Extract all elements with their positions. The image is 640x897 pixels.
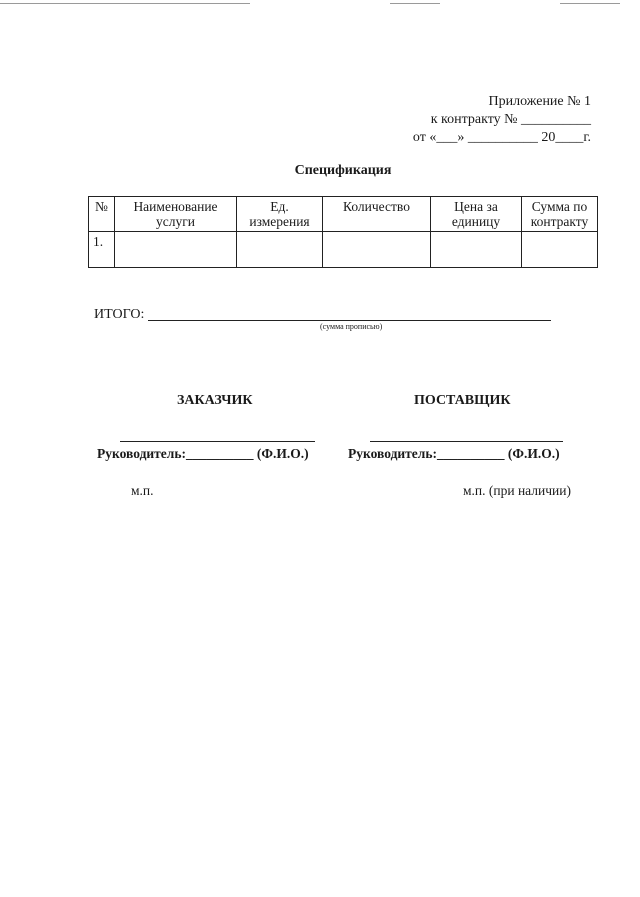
column-header-service-name: Наименование услуги bbox=[115, 197, 237, 232]
column-header-contract-sum: Сумма по контракту bbox=[522, 197, 598, 232]
table-cell-unit bbox=[237, 232, 323, 268]
customer-signer-label: Руководитель: bbox=[97, 446, 187, 461]
supplier-stamp-label: м.п. (при наличии) bbox=[463, 483, 571, 498]
contract-number-line: к контракту № __________ bbox=[430, 112, 591, 127]
column-header-quantity: Количество bbox=[323, 197, 431, 232]
page-title: Спецификация bbox=[294, 163, 392, 178]
total-amount-line bbox=[148, 320, 551, 321]
table-cell-service-name bbox=[115, 232, 237, 268]
supplier-signer bbox=[348, 446, 560, 462]
table-cell-unit-price bbox=[431, 232, 522, 268]
column-header-number: № bbox=[89, 197, 115, 232]
total-label: ИТОГО: bbox=[94, 307, 145, 322]
scan-artifact bbox=[390, 3, 440, 4]
supplier-signer-blank: __________ bbox=[437, 446, 505, 461]
column-header-unit-price: Цена за единицу bbox=[431, 197, 522, 232]
appendix-label: Приложение № 1 bbox=[488, 94, 591, 109]
table-header-row bbox=[89, 197, 598, 232]
customer-stamp-label: м.п. bbox=[131, 483, 154, 498]
supplier-signature-line bbox=[370, 441, 563, 442]
customer-signature-line bbox=[120, 441, 315, 442]
scan-artifact bbox=[0, 3, 250, 4]
scan-artifact bbox=[560, 3, 620, 4]
total-amount-hint: (сумма прописью) bbox=[320, 322, 383, 331]
supplier-heading: ПОСТАВЩИК bbox=[414, 393, 511, 408]
customer-signer-blank: __________ bbox=[186, 446, 254, 461]
supplier-signer-label: Руководитель: bbox=[348, 446, 438, 461]
table-cell-quantity bbox=[323, 232, 431, 268]
customer-signer-name: (Ф.И.О.) bbox=[256, 446, 309, 461]
contract-date-line: от «___» __________ 20____г. bbox=[412, 130, 591, 145]
supplier-signer-name: (Ф.И.О.) bbox=[507, 446, 560, 461]
column-header-unit: Ед. измерения bbox=[237, 197, 323, 232]
customer-signer bbox=[97, 446, 309, 462]
customer-heading: ЗАКАЗЧИК bbox=[177, 393, 253, 408]
table-row bbox=[89, 232, 598, 268]
table-cell-contract-sum bbox=[522, 232, 598, 268]
table-cell-number: 1. bbox=[89, 232, 115, 268]
specification-table bbox=[88, 196, 598, 268]
